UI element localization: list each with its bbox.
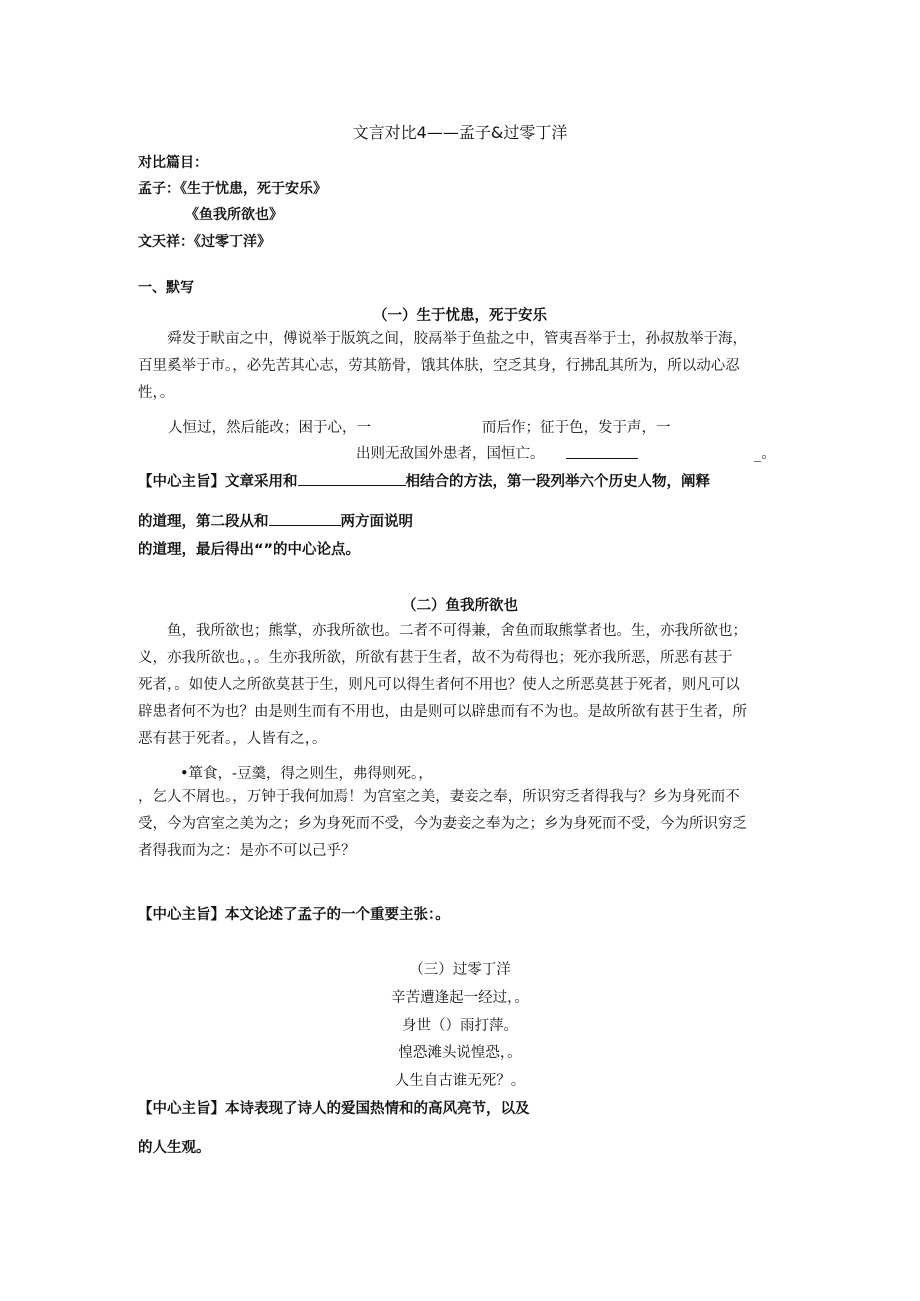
poem-line-1: 辛苦遭逢起一经过，。	[391, 990, 529, 1006]
part2-line-1: 鱼，我所欲也；熊掌，亦我所欲也。二者不可得兼，舍鱼而取熊掌者也。生，亦我所欲也；	[167, 623, 747, 639]
wen-work: 《过零丁洋》	[194, 234, 271, 250]
part1-theme-2	[138, 510, 413, 531]
wen-label: 文天祥：	[138, 234, 194, 250]
part2-line-9: 者得我而为之：是亦不可以己乎？	[138, 843, 356, 859]
part1-theme-3: 的道理，最后得出“”的中心论点。	[138, 542, 361, 558]
part1-line-5-end: _。	[754, 446, 776, 462]
part1-line-3: 性，。	[138, 385, 175, 401]
part2-passage	[138, 618, 783, 753]
part3-title: （三）过零丁洋	[409, 962, 511, 978]
part3-theme-a: 【中心主旨】本诗表现了诗人的爱国热情和的高风亮节，以及	[138, 1101, 530, 1117]
part1-title: （一）生于忧患，死于安乐	[373, 308, 547, 324]
part1-line-4b: 而后作；征于色，发于声，一	[482, 420, 671, 436]
fill-blank	[566, 446, 638, 459]
poem-line-4: 人生自古谁无死？。	[394, 1073, 526, 1089]
part2-passage-2	[138, 784, 783, 865]
part1-line-5a: 出则无敌国外患者，国恒亡。	[356, 446, 545, 462]
compare-label: 对比篇目：	[138, 155, 208, 171]
part1-theme-2b: 两方面说明	[340, 514, 413, 530]
part1-theme-1b: 相结合的方法，第一段列举六个历史人物，阐释	[405, 474, 710, 490]
mencius-line	[138, 178, 327, 198]
part3-theme-b: 的人生观。	[138, 1140, 211, 1156]
part1-line-4a: 人恒过，然后能改；困于心，一	[168, 420, 371, 436]
fill-blank	[269, 513, 341, 526]
poem-line-2: 身世（）雨打萍。	[402, 1018, 518, 1034]
section-heading-dictation: 一、默写	[138, 280, 194, 296]
part1-theme-2a: 的道理，第二段从和	[138, 514, 269, 530]
part2-line-2: 义，亦我所欲也。，。生亦我所欲，所欲有甚于生者，故不为苟得也；死亦我所恶，所恶有甚于	[138, 650, 733, 666]
part1-passage	[138, 326, 783, 407]
page-title: 文言对比4——孟子&过零丁洋	[352, 123, 568, 142]
poem-line-3: 惶恐滩头说惶恐，。	[398, 1045, 522, 1061]
part2-line-5: 恶有甚于死者。，人皆有之，。	[138, 731, 327, 747]
mencius-work-1: 《生于忧患，死于安乐》	[180, 181, 327, 197]
part2-title: （二）鱼我所欲也	[402, 598, 518, 614]
part2-line-4: 辟患者何不为也？由是则生而有不用也，由是则可以辟患而有不为也。是故所欲有甚于生者，所	[138, 704, 747, 720]
part1-line-1: 舜发于畎亩之中，傅说举于版筑之间，胶鬲举于鱼盐之中，管夷吾举于士，孙叔敖举于海，	[167, 331, 747, 347]
part1-line-2: 百里奚举于市。，必先苦其心志，劳其筋骨，饿其体肤，空乏其身，行拂乱其所为，所以动心忍	[138, 358, 740, 374]
part2-line-8: 受，今为宫室之美为之；乡为身死而不受，今为妻妾之奉为之；乡为身死而不受，今为所识穷乏	[138, 816, 747, 832]
part2-line-3: 死者，。如使人之所欲莫甚于生，则凡可以得生者何不用也？使人之所恶莫甚于死者，则凡可以	[138, 677, 740, 693]
part2-line-7: ，乞人不屑也。，万钟于我何加焉！为宫室之美，妻妾之奉，所识穷乏者得我与？乡为身死而不	[138, 789, 740, 805]
part2-theme: 【中心主旨】本文论述了孟子的一个重要主张：。	[138, 907, 450, 923]
fill-blank	[298, 473, 406, 486]
wen-line	[138, 231, 271, 251]
part1-theme-1a: 【中心主旨】文章采用和	[138, 474, 298, 490]
part1-theme-1	[138, 470, 710, 491]
part2-line-6: •箪食，-豆羹，得之则生，弗得则死。，	[180, 766, 433, 782]
mencius-label: 孟子：	[138, 181, 180, 197]
mencius-work-2: 《鱼我所欲也》	[185, 207, 283, 223]
